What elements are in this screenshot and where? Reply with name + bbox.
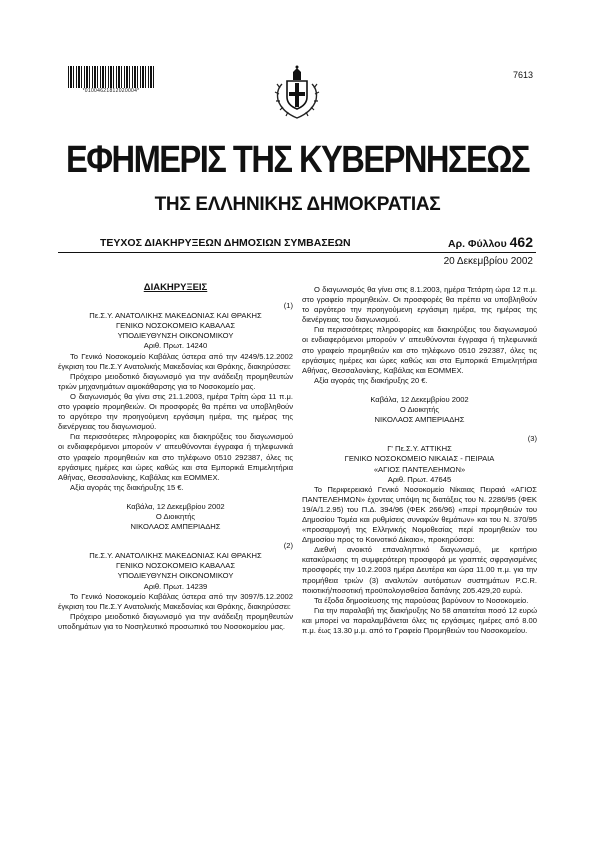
coat-of-arms-emblem — [272, 64, 322, 122]
paragraph: Πρόχειρο μειοδοτικό διαγωνισμό για την ανάδειξη προμηθευτών τριών μηχανημάτων αιμοκάθαρσης για το Νοσοκομείο μας. — [58, 371, 293, 391]
sheet-number: 462 — [509, 234, 533, 250]
issue-date: 20 Δεκεμβρίου 2002 — [443, 256, 533, 267]
org-line: Γ' Πε.Σ.Υ. ΑΤΤΙΚΗΣ — [387, 444, 452, 454]
org-line: Πε.Σ.Υ. ΑΝΑΤΟΛΙΚΗΣ ΜΑΚΕΔΟΝΙΑΣ ΚΑΙ ΘΡΑΚΗΣ — [89, 551, 262, 561]
signatory-role: Ο Διοικητής — [399, 405, 440, 415]
paragraph: Το Περιφερειακό Γενικό Νοσοκομείο Νίκαιας Πειραιά «ΑΓΙΟΣ ΠΑΝΤΕΛΕΗΜΩΝ» έχοντας υπόψη τις διατάξεις του Ν. 2286/95 (ΦΕΚ 19/Α/1.2.95) του Π.Δ. 394/96 (ΦΕΚ 266/96) «περί προμηθειών του Δημοσίου Τομέα και ρυθμίσεις συναφών θεμάτων» και του Ν. 370/95 «προσαρμογή της Ελληνικής Νομοθεσίας περί προμηθειών του Δημοσίου προς το Κοινοτικό Δίκαιο», προκηρύσσει: — [302, 484, 537, 545]
right-column — [302, 285, 537, 636]
protocol-number: Αριθ. Πρωτ. 14240 — [143, 341, 208, 351]
place-date: Καβάλα, 12 Δεκεμβρίου 2002 — [126, 501, 225, 511]
paragraph: Τα έξοδα δημοσίευσης της παρούσας βαρύνουν το Νοσοκομείο. — [314, 595, 529, 605]
notice-number: (3) — [527, 434, 537, 444]
paragraph: Το Γενικό Νοσοκομείο Καβάλας ύστερα από την 4249/5.12.2002 έγκριση του Πε.Σ.Υ Ανατολικής Μακεδονίας και Θράκης, διακηρύσσει: — [58, 351, 293, 371]
sheet-label: Αρ. Φύλλου — [447, 238, 507, 250]
paragraph: Αξία αγοράς της διακήρυξης 20 €. — [314, 375, 428, 385]
signatory-name: ΝΙΚΟΛΑΟΣ ΑΜΠΕΡΙΑΔΗΣ — [374, 415, 465, 425]
paragraph: Το Γενικό Νοσοκομείο Καβάλας ύστερα από την 3097/5.12.2002 έγκριση του Πε.Σ.Υ Ανατολικής Μακεδονίας και Θράκης, διακηρύσσει: — [58, 591, 293, 611]
paragraph: Ο διαγωνισμός θα γίνει στις 21.1.2003, ημέρα Τρίτη ώρα 11 π.μ. στο γραφείο προμηθειών. Οι προσφορές θα πρέπει να υποβληθούν το αργότερο την προηγούμενη εργάσιμη ημέρα, της ημέρας της διενέργειας του διαγωνισμού. — [58, 391, 293, 432]
org-line: ΥΠΟΔΙΕΥΘΥΝΣΗ ΟΙΚΟΝΟΜΙΚΟΥ — [117, 331, 234, 341]
paragraph: Πρόχειρο μειοδοτικό διαγωνισμό για την ανάδειξη προμηθευτών υποδημάτων για το Νοσηλευτικό προσωπικό του Νοσοκομείου μας. — [58, 611, 293, 631]
org-line: Πε.Σ.Υ. ΑΝΑΤΟΛΙΚΗΣ ΜΑΚΕΔΟΝΙΑΣ ΚΑΙ ΘΡΑΚΗΣ — [89, 311, 262, 321]
paragraph: Διεθνή ανοικτό επαναληπτικό διαγωνισμό, με κριτήριο κατακύρωσης τη συμφερότερη προσφορά με γραπτές σφραγισμένες προσφορές την 10.2.2003 ημέρα Δευτέρα και ώρα 11.00 π.μ. για την προμήθεια τριών (3) αναλυτών αυτόματων συστημάτων P.C.R. ποιοτική/ποσοτική προϋπολογισθείσα δαπάνης 205.429,20 ευρώ. — [302, 545, 537, 595]
signatory-role: Ο Διοικητής — [155, 511, 196, 521]
page-number: 7613 — [512, 70, 533, 80]
barcode — [68, 66, 154, 88]
paragraph: Ο διαγωνισμός θα γίνει στις 8.1.2003, ημέρα Τετάρτη ώρα 12 π.μ. στο γραφείο προμηθειών. Οι προσφορές θα πρέπει να υποβληθούν το αργότερο την προηγούμενη εργάσιμη ημέρα, της ημέρας της διενέργειας του διαγωνισμού. — [302, 285, 537, 325]
place-date: Καβάλα, 12 Δεκεμβρίου 2002 — [370, 394, 469, 404]
protocol-number: Αριθ. Πρωτ. 14239 — [143, 581, 208, 591]
org-line: ΓΕΝΙΚΟ ΝΟΣΟΚΟΜΕΙΟ ΝΙΚΑΙΑΣ - ΠΕΙΡΑΙΑ — [344, 454, 495, 464]
paragraph: Για περισσότερες πληροφορίες και διακηρύξεις του διαγωνισμού οι ενδιαφερόμενοι μπορούν ν' απευθύνονται έγγραφα ή τηλεφωνικά στο γραφείο προμηθειών και στο τηλέφωνο 0510 292387, όλες τις εργάσιμες ημέρες και ώρες καθώς και στα Εμπορικά Επιμελητήρια Αθήνας, Θεσσαλονίκης, Καβάλας και ΕΟΜΜΕΧ. — [302, 325, 537, 375]
paragraph: Αξία αγοράς της διακήρυξης 15 €. — [70, 482, 184, 492]
org-line: «ΑΓΙΟΣ ΠΑΝΤΕΛΕΗΜΩΝ» — [373, 464, 466, 474]
org-line: ΓΕΝΙΚΟ ΝΟΣΟΚΟΜΕΙΟ ΚΑΒΑΛΑΣ — [115, 561, 236, 571]
notice-number: (1) — [283, 301, 293, 311]
section-heading: ΔΙΑΚΗΡΥΞΕΙΣ — [143, 282, 208, 293]
sheet-number-block — [448, 234, 533, 250]
signatory-name: ΝΙΚΟΛΑΟΣ ΑΜΠΕΡΙΑΔΗΣ — [130, 522, 221, 532]
gazette-title: ΕΦΗΜΕΡΙΣ ΤΗΣ ΚΥΒΕΡΝΗΣΕΩΣ — [66, 139, 529, 181]
org-line: ΓΕΝΙΚΟ ΝΟΣΟΚΟΜΕΙΟ ΚΑΒΑΛΑΣ — [115, 321, 236, 331]
protocol-number: Αριθ. Πρωτ. 47645 — [387, 474, 452, 484]
notice-number: (2) — [283, 541, 293, 551]
paragraph: Για περισσότερες πληροφορίες και διακηρύξεις του διαγωνισμού οι ενδιαφερόμενοι μπορούν ν' απευθύνονται έγγραφα ή τηλεφωνικά στο γραφείο προμηθειών και στο τηλέφωνο 0510 292387, όλες τις εργάσιμες ημέρες και ώρες καθώς και στα Εμπορικά Επιμελητήρια Αθήνας, Θεσσαλονίκης, Καβάλας και ΕΟΜΜΕΧ. — [58, 432, 293, 482]
header-rule — [58, 252, 536, 253]
org-line: ΥΠΟΔΙΕΥΘΥΝΣΗ ΟΙΚΟΝΟΜΙΚΟΥ — [117, 571, 234, 581]
paragraph: Για την παραλαβή της διακήρυξης Νο 58 απαιτείται ποσό 12 ευρώ και μπορεί να παραλαμβάνεται όλες τις εργάσιμες ημέρες από 8.00 π.μ. έως 13.30 μ.μ. από το Γραφείο Προμηθειών του Νοσοκομείου. — [302, 605, 537, 635]
barcode-number: *01004621812020004* — [82, 88, 140, 94]
issue-type: ΤΕΥΧΟΣ ΔΙΑΚΗΡΥΞΕΩΝ ΔΗΜΟΣΙΩΝ ΣΥΜΒΑΣΕΩΝ — [100, 237, 351, 249]
left-column — [58, 281, 293, 632]
gazette-subtitle: ΤΗΣ ΕΛΛΗΝΙΚΗΣ ΔΗΜΟΚΡΑΤΙΑΣ — [154, 194, 441, 215]
